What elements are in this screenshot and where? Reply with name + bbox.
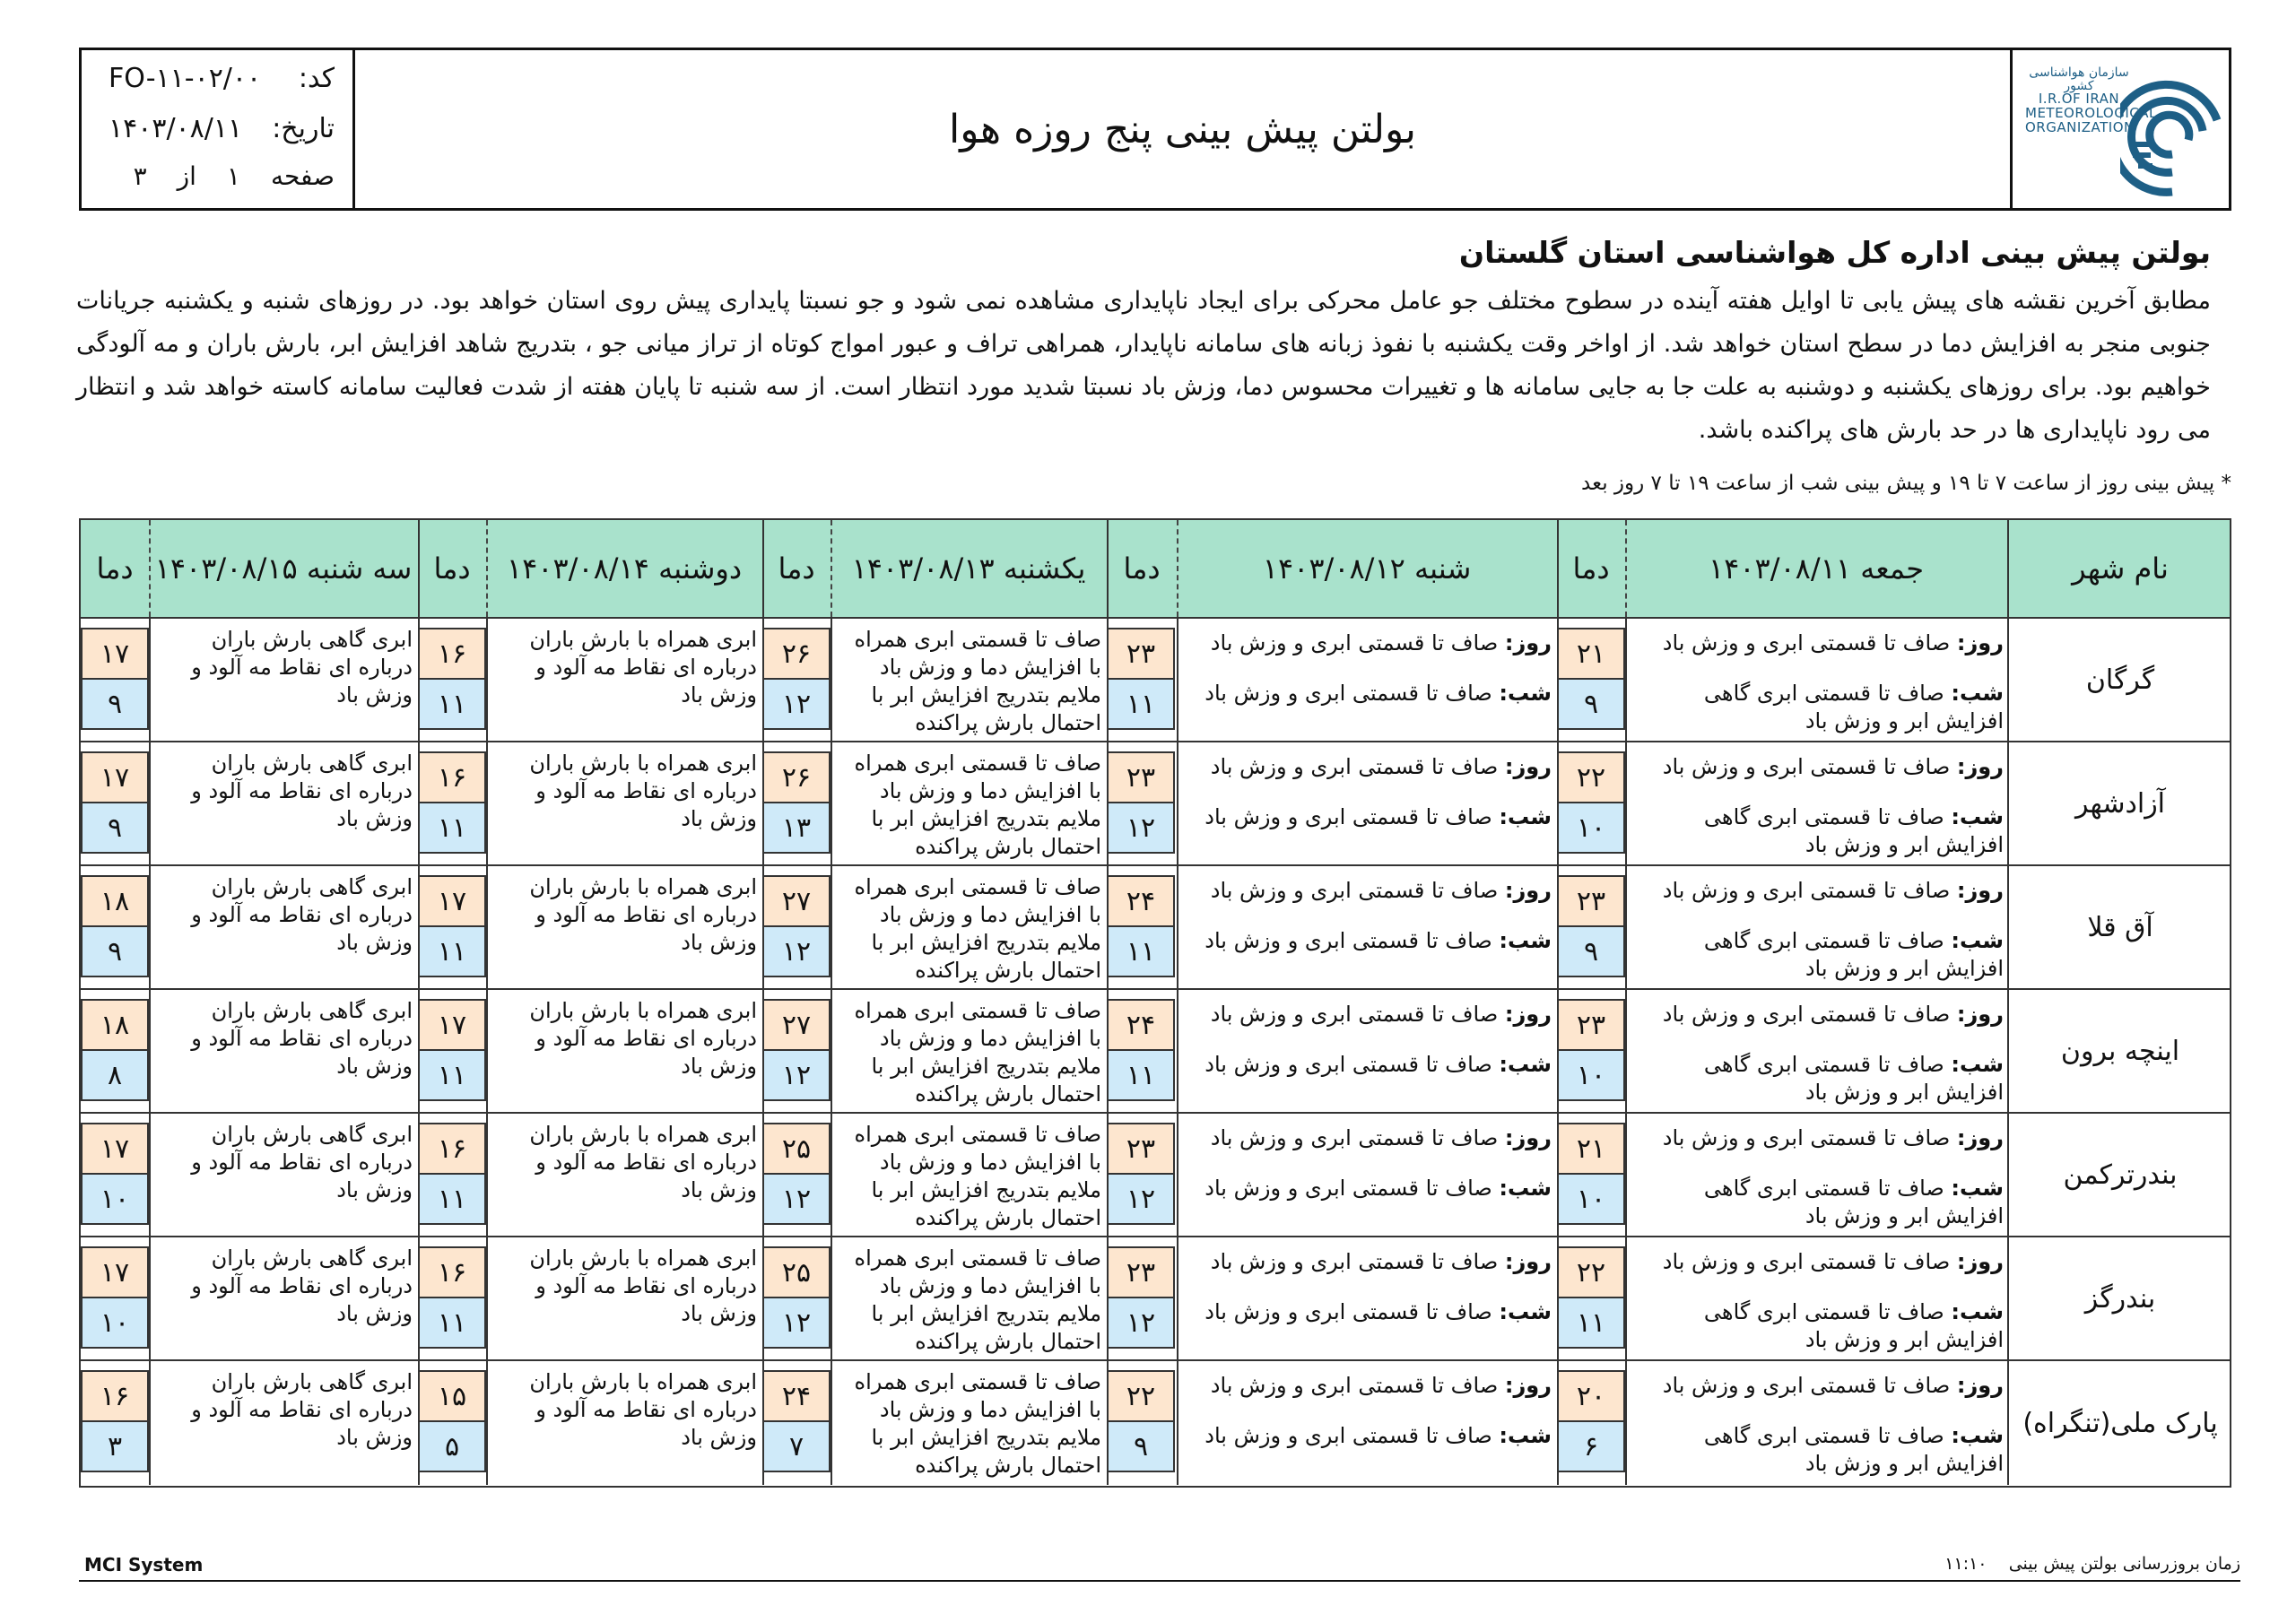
day3-min-temp: ۱۲ xyxy=(762,1297,831,1349)
logo-english-line-3: ORGANIZATION xyxy=(2025,118,2135,135)
day-label: روز: xyxy=(1956,630,2004,655)
header-city: نام شهر xyxy=(2072,551,2169,586)
day1-min-temp: ۹ xyxy=(1557,925,1625,977)
day5-min-temp: ۱۰ xyxy=(81,1173,149,1225)
day2-max-temp: ۲۴ xyxy=(1107,999,1175,1051)
day1-max-temp: ۲۱ xyxy=(1557,1123,1625,1175)
logo-text xyxy=(2025,65,2157,135)
day5-desc: ابری گاهی بارش باران درباره ای نقاط مه آلود و وزش باد xyxy=(191,1369,413,1450)
day-label: روز: xyxy=(1504,1249,1552,1274)
header-day-1: جمعه ۱۴۰۳/۰۸/۱۱ xyxy=(1708,551,1925,586)
table-row xyxy=(81,1114,2230,1237)
header-day-2: شنبه ۱۴۰۳/۰۸/۱۲ xyxy=(1262,551,1472,586)
day2-day-desc xyxy=(1182,629,1552,657)
day-label: روز: xyxy=(1956,1249,2004,1274)
day1-max-temp: ۲۲ xyxy=(1557,1246,1625,1298)
day-label: روز: xyxy=(1956,1125,2004,1150)
header-day-5: سه شنبه ۱۴۰۳/۰۸/۱۵ xyxy=(154,551,413,586)
city-name: آق قلا xyxy=(2087,911,2153,943)
page-label: صفحه xyxy=(270,161,335,191)
table-row xyxy=(81,866,2230,990)
day2-night-desc xyxy=(1182,1298,1552,1326)
footer-system: MCI System xyxy=(84,1554,204,1575)
day5-max-temp: ۱۷ xyxy=(81,628,149,680)
day-label: روز: xyxy=(1504,754,1552,779)
day2-min-temp: ۱۲ xyxy=(1107,1297,1175,1349)
header-temp-2: دما xyxy=(1123,551,1161,586)
day1-min-temp: ۹ xyxy=(1557,678,1625,730)
day1-night-desc xyxy=(1632,927,2004,983)
day1-night-text: صاف تا قسمتی ابری گاهی افزایش ابر و وزش باد xyxy=(1703,1176,2004,1228)
day3-desc: صاف تا قسمتی ابری همراه با افزایش دما و وزش باد ملایم بتدریج افزایش ابر با احتمال بارش پراکنده xyxy=(854,998,1101,1107)
night-label: شب: xyxy=(1499,1423,1552,1448)
day4-max-temp: ۱۵ xyxy=(418,1370,486,1422)
city-name: گرگان xyxy=(2085,664,2155,696)
night-label: شب: xyxy=(1951,681,2004,706)
day1-min-temp: ۱۱ xyxy=(1557,1297,1625,1349)
day3-desc: صاف تا قسمتی ابری همراه با افزایش دما و وزش باد ملایم بتدریج افزایش ابر با احتمال بارش پراکنده xyxy=(854,1122,1101,1230)
day2-max-temp: ۲۳ xyxy=(1107,1246,1175,1298)
day5-min-temp: ۳ xyxy=(81,1420,149,1472)
day2-day-text: صاف تا قسمتی ابری و وزش باد xyxy=(1210,1002,1505,1027)
day4-min-temp: ۱۱ xyxy=(418,1049,486,1101)
day4-min-temp: ۱۱ xyxy=(418,925,486,977)
day1-min-temp: ۶ xyxy=(1557,1420,1625,1472)
day1-night-desc xyxy=(1632,1298,2004,1354)
day1-max-temp: ۲۳ xyxy=(1557,875,1625,927)
forecast-time-note: * پیش بینی روز از ساعت ۷ تا ۱۹ و پیش بینی شب از ساعت ۱۹ تا ۷ روز بعد xyxy=(1581,472,2231,495)
day4-min-temp: ۱۱ xyxy=(418,1173,486,1225)
table-row xyxy=(81,619,2230,742)
day1-night-text: صاف تا قسمتی ابری گاهی افزایش ابر و وزش باد xyxy=(1703,1052,2004,1105)
city-name: پارک ملی(تنگراه) xyxy=(2022,1407,2218,1439)
day3-min-temp: ۱۲ xyxy=(762,1049,831,1101)
day4-desc: ابری همراه با بارش باران درباره ای نقاط مه آلود و وزش باد xyxy=(529,874,757,955)
night-label: شب: xyxy=(1499,1299,1552,1324)
day2-night-text: صاف تا قسمتی ابری و وزش باد xyxy=(1205,681,1500,706)
day2-day-desc xyxy=(1182,753,1552,781)
code-label: کد: xyxy=(298,63,335,94)
city-name: آزادشهر xyxy=(2074,787,2166,820)
day1-night-desc xyxy=(1632,803,2004,859)
day2-day-text: صاف تا قسمتی ابری و وزش باد xyxy=(1210,630,1505,655)
meteorological-logo-icon xyxy=(2120,66,2224,201)
day2-day-text: صاف تا قسمتی ابری و وزش باد xyxy=(1210,1373,1505,1398)
day3-max-temp: ۲۴ xyxy=(762,1370,831,1422)
day1-day-desc xyxy=(1632,877,2004,905)
day3-desc: صاف تا قسمتی ابری همراه با افزایش دما و وزش باد ملایم بتدریج افزایش ابر با احتمال بارش پراکنده xyxy=(854,751,1101,859)
day3-max-temp: ۲۵ xyxy=(762,1123,831,1175)
day2-day-text: صاف تا قسمتی ابری و وزش باد xyxy=(1210,754,1505,779)
day1-night-text: صاف تا قسمتی ابری گاهی افزایش ابر و وزش باد xyxy=(1703,1299,2004,1352)
day1-day-desc xyxy=(1632,1124,2004,1152)
night-label: شب: xyxy=(1499,1052,1552,1077)
day2-night-desc xyxy=(1182,1422,1552,1450)
day2-night-desc xyxy=(1182,1175,1552,1202)
night-label: شب: xyxy=(1499,928,1552,953)
day2-min-temp: ۹ xyxy=(1107,1420,1175,1472)
day5-min-temp: ۹ xyxy=(81,925,149,977)
date-row xyxy=(82,113,352,158)
day1-night-desc xyxy=(1632,1175,2004,1230)
day1-day-text: صاف تا قسمتی ابری و وزش باد xyxy=(1662,1002,1957,1027)
day1-max-temp: ۲۰ xyxy=(1557,1370,1625,1422)
day5-desc: ابری گاهی بارش باران درباره ای نقاط مه آلود و وزش باد xyxy=(191,751,413,831)
day3-max-temp: ۲۵ xyxy=(762,1246,831,1298)
day5-desc: ابری گاهی بارش باران درباره ای نقاط مه آلود و وزش باد xyxy=(191,627,413,707)
day2-night-desc xyxy=(1182,1051,1552,1079)
date-label: تاریخ: xyxy=(272,113,335,144)
day2-min-temp: ۱۲ xyxy=(1107,802,1175,854)
day4-max-temp: ۱۷ xyxy=(418,999,486,1051)
day4-max-temp: ۱۶ xyxy=(418,751,486,803)
day2-night-text: صاف تا قسمتی ابری و وزش باد xyxy=(1205,1299,1500,1324)
day3-min-temp: ۱۲ xyxy=(762,678,831,730)
logo-english-line-1: I.R.OF IRAN xyxy=(2038,91,2120,108)
day5-max-temp: ۱۶ xyxy=(81,1370,149,1422)
day5-max-temp: ۱۷ xyxy=(81,1246,149,1298)
day5-max-temp: ۱۸ xyxy=(81,999,149,1051)
day2-min-temp: ۱۱ xyxy=(1107,678,1175,730)
code-row xyxy=(82,63,352,108)
day3-max-temp: ۲۷ xyxy=(762,999,831,1051)
day2-day-desc xyxy=(1182,1372,1552,1400)
header-temp-5: دما xyxy=(96,551,134,586)
day3-min-temp: ۱۲ xyxy=(762,1173,831,1225)
day5-desc: ابری گاهی بارش باران درباره ای نقاط مه آلود و وزش باد xyxy=(191,1245,413,1326)
night-label: شب: xyxy=(1951,1299,2004,1324)
day2-min-temp: ۱۱ xyxy=(1107,925,1175,977)
day1-min-temp: ۱۰ xyxy=(1557,1173,1625,1225)
day3-desc: صاف تا قسمتی ابری همراه با افزایش دما و وزش باد ملایم بتدریج افزایش ابر با احتمال بارش پراکنده xyxy=(854,627,1101,735)
day-label: روز: xyxy=(1504,1373,1552,1398)
city-name: بندرترکمن xyxy=(2063,1159,2178,1191)
day4-desc: ابری همراه با بارش باران درباره ای نقاط مه آلود و وزش باد xyxy=(529,1245,757,1326)
day1-day-desc xyxy=(1632,1001,2004,1028)
day5-max-temp: ۱۷ xyxy=(81,1123,149,1175)
day-label: روز: xyxy=(1504,630,1552,655)
day-label: روز: xyxy=(1956,754,2004,779)
day2-night-desc xyxy=(1182,680,1552,707)
date-value: ۱۴۰۳/۰۸/۱۱ xyxy=(109,113,243,144)
day5-min-temp: ۹ xyxy=(81,802,149,854)
page-of: از xyxy=(177,161,196,191)
night-label: شب: xyxy=(1499,1176,1552,1201)
day4-desc: ابری همراه با بارش باران درباره ای نقاط مه آلود و وزش باد xyxy=(529,751,757,831)
night-label: شب: xyxy=(1951,1423,2004,1448)
day3-max-temp: ۲۷ xyxy=(762,875,831,927)
day4-desc: ابری همراه با بارش باران درباره ای نقاط مه آلود و وزش باد xyxy=(529,998,757,1079)
day5-max-temp: ۱۸ xyxy=(81,875,149,927)
day1-day-text: صاف تا قسمتی ابری و وزش باد xyxy=(1662,1373,1957,1398)
intro-title: بولتن پیش بینی اداره کل هواشناسی استان گلستان xyxy=(1458,235,2211,270)
day2-day-desc xyxy=(1182,877,1552,905)
day-label: روز: xyxy=(1504,1125,1552,1150)
day1-day-desc xyxy=(1632,1372,2004,1400)
day4-max-temp: ۱۶ xyxy=(418,1123,486,1175)
day2-max-temp: ۲۴ xyxy=(1107,875,1175,927)
day2-day-text: صاف تا قسمتی ابری و وزش باد xyxy=(1210,878,1505,903)
page-total: ۳ xyxy=(133,161,147,191)
day1-day-text: صاف تا قسمتی ابری و وزش باد xyxy=(1662,1249,1957,1274)
bulletin-header xyxy=(79,48,2231,211)
day2-night-text: صاف تا قسمتی ابری و وزش باد xyxy=(1205,1052,1500,1077)
day1-night-desc xyxy=(1632,680,2004,735)
day3-min-temp: ۱۲ xyxy=(762,925,831,977)
day5-min-temp: ۱۰ xyxy=(81,1297,149,1349)
page-number: ۱ xyxy=(226,161,240,191)
day-label: روز: xyxy=(1956,878,2004,903)
footer-update-time: ۱۱:۱۰ xyxy=(1944,1554,1987,1574)
table-row xyxy=(81,1237,2230,1361)
day5-desc: ابری گاهی بارش باران درباره ای نقاط مه آلود و وزش باد xyxy=(191,1122,413,1202)
day5-min-temp: ۸ xyxy=(81,1049,149,1101)
day4-desc: ابری همراه با بارش باران درباره ای نقاط مه آلود و وزش باد xyxy=(529,627,757,707)
night-label: شب: xyxy=(1951,1052,2004,1077)
day2-day-text: صاف تا قسمتی ابری و وزش باد xyxy=(1210,1249,1505,1274)
day2-day-desc xyxy=(1182,1248,1552,1276)
day1-max-temp: ۲۳ xyxy=(1557,999,1625,1051)
day2-night-text: صاف تا قسمتی ابری و وزش باد xyxy=(1205,928,1500,953)
day1-night-text: صاف تا قسمتی ابری گاهی افزایش ابر و وزش باد xyxy=(1703,928,2004,981)
day1-day-desc xyxy=(1632,753,2004,781)
day2-min-temp: ۱۱ xyxy=(1107,1049,1175,1101)
night-label: شب: xyxy=(1499,681,1552,706)
day4-min-temp: ۱۱ xyxy=(418,1297,486,1349)
document-meta xyxy=(82,50,355,208)
night-label: شب: xyxy=(1951,928,2004,953)
logo-english-line-2: METEOROLOGICAL xyxy=(2025,105,2157,122)
day1-day-text: صاف تا قسمتی ابری و وزش باد xyxy=(1662,1125,1957,1150)
city-name: بندرگز xyxy=(2084,1282,2156,1315)
day2-max-temp: ۲۳ xyxy=(1107,751,1175,803)
footer-divider xyxy=(79,1580,2240,1582)
day2-day-desc xyxy=(1182,1124,1552,1152)
day1-day-desc xyxy=(1632,629,2004,657)
day4-max-temp: ۱۷ xyxy=(418,875,486,927)
day2-night-text: صاف تا قسمتی ابری و وزش باد xyxy=(1205,804,1500,829)
day2-max-temp: ۲۳ xyxy=(1107,1123,1175,1175)
day1-max-temp: ۲۱ xyxy=(1557,628,1625,680)
footer-update xyxy=(1944,1554,2240,1574)
day3-max-temp: ۲۶ xyxy=(762,751,831,803)
day4-max-temp: ۱۶ xyxy=(418,628,486,680)
day-label: روز: xyxy=(1504,1002,1552,1027)
day1-day-text: صاف تا قسمتی ابری و وزش باد xyxy=(1662,754,1957,779)
day4-min-temp: ۱۱ xyxy=(418,678,486,730)
day1-min-temp: ۱۰ xyxy=(1557,802,1625,854)
day1-day-text: صاف تا قسمتی ابری و وزش باد xyxy=(1662,630,1957,655)
table-row xyxy=(81,1361,2230,1485)
day5-max-temp: ۱۷ xyxy=(81,751,149,803)
intro-body: مطابق آخرین نقشه های پیش یابی تا اوایل هفته آینده در سطوح مختلف جو عامل محرکی برای ایجاد ناپایداری مشاهده نمی شود و جو نسبتا پایداری پیش روی استان خواهد بود. در روزهای شنبه و یکشنبه جریانات جنوبی منجر به افزایش دما در سطح استان خواهد شد. از اواخر وقت یکشنبه با نفوذ زبانه های سامانه ناپایدار، همراهی تراف و عبور امواج کوتاه از تراز میانی جو ، بتدریج شاهد افزایش ابر، بارش باران و مه آلودگی خواهیم بود. برای روزهای یکشنبه و دوشنبه به علت جا به جایی سامانه ها و تغییرات محسوس دما، وزش باد نسبتا شدید مورد انتظار است. از سه شنبه تا پایان هفته از شدت فعالیت سامانه کاسته خواهد شد و انتظار می رود ناپایداری ها در حد بارش های پراکنده باشد. xyxy=(76,287,2211,444)
table-row xyxy=(81,742,2230,866)
day4-desc: ابری همراه با بارش باران درباره ای نقاط مه آلود و وزش باد xyxy=(529,1369,757,1450)
header-day-4: دوشنبه ۱۴۰۳/۰۸/۱۴ xyxy=(506,551,743,586)
day3-desc: صاف تا قسمتی ابری همراه با افزایش دما و وزش باد ملایم بتدریج افزایش ابر با احتمال بارش پراکنده xyxy=(854,874,1101,983)
day3-desc: صاف تا قسمتی ابری همراه با افزایش دما و وزش باد ملایم بتدریج افزایش ابر با احتمال بارش پراکنده xyxy=(854,1369,1101,1478)
day2-night-text: صاف تا قسمتی ابری و وزش باد xyxy=(1205,1176,1500,1201)
day1-night-desc xyxy=(1632,1422,2004,1478)
day2-night-desc xyxy=(1182,803,1552,831)
table-header-row xyxy=(81,520,2230,619)
header-temp-4: دما xyxy=(433,551,471,586)
page-indicator xyxy=(134,161,335,191)
night-label: شب: xyxy=(1499,804,1552,829)
day2-max-temp: ۲۲ xyxy=(1107,1370,1175,1422)
night-label: شب: xyxy=(1951,804,2004,829)
logo xyxy=(2010,50,2229,208)
day2-night-text: صاف تا قسمتی ابری و وزش باد xyxy=(1205,1423,1500,1448)
day5-min-temp: ۹ xyxy=(81,678,149,730)
header-temp-1: دما xyxy=(1572,551,1610,586)
day4-min-temp: ۱۱ xyxy=(418,802,486,854)
city-name: اینچه برون xyxy=(2060,1035,2180,1067)
footer-update-label: زمان بروزرسانی بولتن پیش بینی xyxy=(2008,1554,2240,1574)
day3-min-temp: ۷ xyxy=(762,1420,831,1472)
day2-night-desc xyxy=(1182,927,1552,955)
day1-day-desc xyxy=(1632,1248,2004,1276)
day1-night-text: صاف تا قسمتی ابری گاهی افزایش ابر و وزش باد xyxy=(1703,804,2004,857)
logo-persian-name: سازمان هواشناسی کشور xyxy=(2029,65,2129,93)
day1-day-text: صاف تا قسمتی ابری و وزش باد xyxy=(1662,878,1957,903)
day1-night-desc xyxy=(1632,1051,2004,1107)
table-row xyxy=(81,990,2230,1114)
day-label: روز: xyxy=(1504,878,1552,903)
day4-desc: ابری همراه با بارش باران درباره ای نقاط مه آلود و وزش باد xyxy=(529,1122,757,1202)
night-label: شب: xyxy=(1951,1176,2004,1201)
day2-max-temp: ۲۳ xyxy=(1107,628,1175,680)
page-title: بولتن پیش بینی پنج روزه هوا xyxy=(948,106,1417,152)
day1-max-temp: ۲۲ xyxy=(1557,751,1625,803)
day3-min-temp: ۱۳ xyxy=(762,802,831,854)
header-day-3: یکشنبه ۱۴۰۳/۰۸/۱۳ xyxy=(851,551,1086,586)
day3-max-temp: ۲۶ xyxy=(762,628,831,680)
day2-day-desc xyxy=(1182,1001,1552,1028)
day1-min-temp: ۱۰ xyxy=(1557,1049,1625,1101)
day2-min-temp: ۱۲ xyxy=(1107,1173,1175,1225)
day5-desc: ابری گاهی بارش باران درباره ای نقاط مه آلود و وزش باد xyxy=(191,874,413,955)
day-label: روز: xyxy=(1956,1373,2004,1398)
day1-night-text: صاف تا قسمتی ابری گاهی افزایش ابر و وزش باد xyxy=(1703,681,2004,733)
day4-max-temp: ۱۶ xyxy=(418,1246,486,1298)
header-temp-3: دما xyxy=(778,551,815,586)
day1-night-text: صاف تا قسمتی ابری گاهی افزایش ابر و وزش باد xyxy=(1703,1423,2004,1476)
day-label: روز: xyxy=(1956,1002,2004,1027)
day3-desc: صاف تا قسمتی ابری همراه با افزایش دما و وزش باد ملایم بتدریج افزایش ابر با احتمال بارش پراکنده xyxy=(854,1245,1101,1354)
day4-min-temp: ۵ xyxy=(418,1420,486,1472)
day5-desc: ابری گاهی بارش باران درباره ای نقاط مه آلود و وزش باد xyxy=(191,998,413,1079)
day2-day-text: صاف تا قسمتی ابری و وزش باد xyxy=(1210,1125,1505,1150)
code-value: FO-۱۱-۰۲/۰۰ xyxy=(109,63,262,94)
forecast-table xyxy=(79,518,2231,1488)
